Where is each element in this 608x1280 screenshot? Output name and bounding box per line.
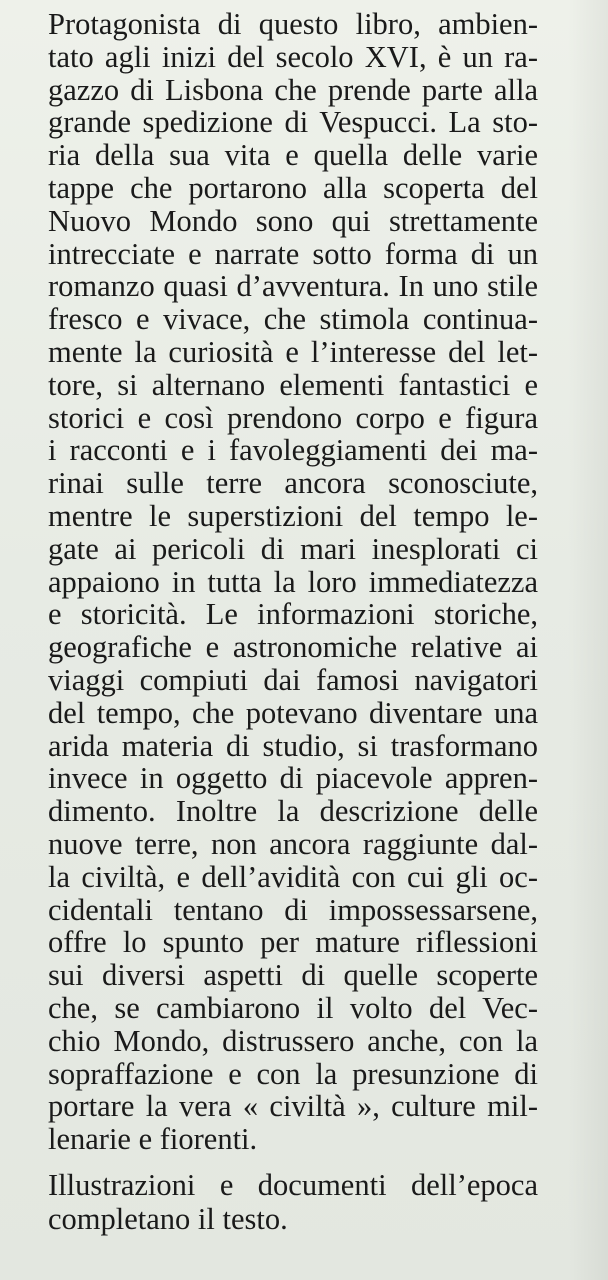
text-line: gazzo di Lisbona che prende parte alla (48, 72, 538, 107)
text-line: portare la vera « civiltà », culture mil- (48, 1089, 538, 1124)
text-line: che, se cambiarono il volto del Vec- (48, 990, 538, 1025)
paragraph-description (48, 8, 538, 1156)
text-line: fresco e vivace, che stimola continua- (48, 302, 538, 337)
text-line: offre lo spunto per mature riflessioni (48, 925, 538, 960)
text-line: chio Mondo, distrussero anche, con la (48, 1023, 538, 1058)
text-line: viaggi compiuti dai famosi navigatori (48, 662, 538, 697)
page-edge-shadow (568, 0, 608, 1280)
text-line: Illustrazioni e documenti dell’epoca (48, 1168, 538, 1202)
text-line: mente la curiosità e l’interesse del let- (48, 334, 538, 369)
text-line: Protagonista di questo libro, ambien- (48, 7, 538, 41)
text-line: la civiltà, e dell’avidità con cui gli oc- (48, 859, 538, 894)
text-line: romanzo quasi d’avventura. In uno stile (48, 269, 538, 304)
text-line: nuove terre, non ancora raggiunte dal- (48, 826, 538, 861)
text-line: dimento. Inoltre la descrizione delle (48, 794, 538, 829)
text-line: grande spedizione di Vespucci. La sto- (48, 105, 538, 140)
text-line: cidentali tentano di impossessarsene, (48, 892, 538, 927)
text-line: ria della sua vita e quella delle varie (48, 138, 538, 173)
text-line: del tempo, che potevano diventare una (48, 695, 538, 730)
text-line: tappe che portarono alla scoperta del (48, 170, 538, 205)
text-line: sui diversi aspetti di quelle scoperte (48, 958, 538, 993)
text-line: Nuovo Mondo sono qui strettamente (48, 203, 538, 238)
text-line: sopraffazione e con la presunzione di (48, 1056, 538, 1091)
text-line: e storicità. Le informazioni storiche, (48, 597, 538, 632)
text-line: appaiono in tutta la loro immediatezza (48, 564, 538, 599)
text-line: tato agli inizi del secolo XVI, è un ra- (48, 39, 538, 74)
text-line: arida materia di studio, si trasformano (48, 728, 538, 763)
text-line: tore, si alternano elementi fantastici e (48, 367, 538, 402)
text-line: geografiche e astronomiche relative ai (48, 630, 538, 665)
text-line: invece in oggetto di piacevole appren- (48, 761, 538, 796)
text-line: i racconti e i favoleggiamenti dei ma- (48, 433, 538, 468)
text-line: gate ai pericoli di mari inesplorati ci (48, 531, 538, 566)
text-line: rinai sulle terre ancora sconosciute, (48, 466, 538, 501)
paragraph-illustrations (48, 1168, 538, 1236)
text-line: intrecciate e narrate sotto forma di un (48, 236, 538, 271)
text-line: lenarie e fiorenti. (48, 1122, 258, 1157)
text-line: mentre le superstizioni del tempo le- (48, 498, 538, 533)
text-line: storici e così prendono corpo e figura (48, 400, 538, 435)
text-line: completano il testo. (48, 1202, 288, 1236)
